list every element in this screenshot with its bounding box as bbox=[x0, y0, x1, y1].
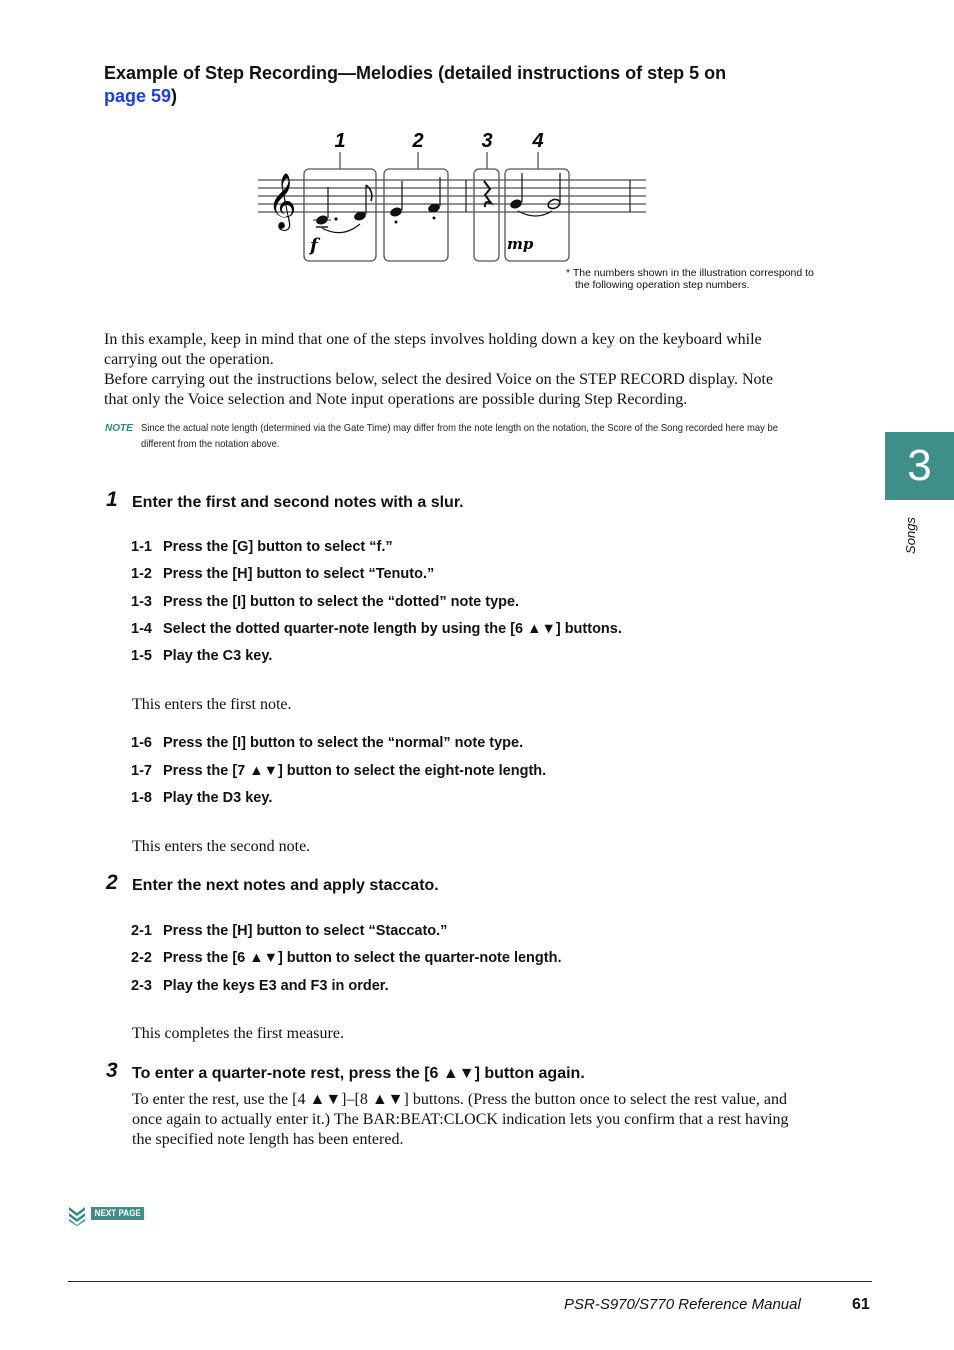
intro-p1-l2: carrying out the operation. bbox=[104, 351, 274, 368]
note-g3 bbox=[509, 198, 523, 210]
substep-num: 1-5 bbox=[131, 648, 152, 664]
next-page-marker[interactable] bbox=[68, 1206, 152, 1226]
section-heading bbox=[104, 62, 804, 108]
substep-1-4 bbox=[131, 621, 622, 637]
quarter-rest-icon bbox=[484, 181, 491, 207]
substep-1-3 bbox=[131, 594, 519, 610]
chapter-tab[interactable]: 3 bbox=[885, 432, 954, 500]
step-3-body-l3: the specified note length has been entered. bbox=[132, 1131, 404, 1148]
step-number-2: 2 bbox=[106, 871, 118, 894]
substep-num: 1-7 bbox=[131, 763, 152, 779]
step-3-body-l1: To enter the rest, use the [4 ▲▼]–[8 ▲▼] buttons. (Press the button once to select the rest value, and bbox=[132, 1091, 787, 1108]
step-3-body-l2: once again to actually enter it.) The BAR:BEAT:CLOCK indication lets you confirm that a rest having bbox=[132, 1111, 789, 1128]
substep-num: 1-8 bbox=[131, 790, 152, 806]
substep-1-6 bbox=[131, 735, 523, 751]
figure-label-4: 4 bbox=[532, 130, 544, 152]
intro-p2-l2: that only the Voice selection and Note input operations are possible during Step Recording. bbox=[104, 391, 688, 408]
substep-text: Press the [7 ▲▼] button to select the eight-note length. bbox=[163, 763, 547, 779]
notation-svg bbox=[250, 125, 670, 270]
note-text bbox=[141, 420, 825, 452]
footnote-line2: the following operation step numbers. bbox=[575, 279, 750, 291]
step-title-2: Enter the next notes and apply staccato. bbox=[132, 877, 439, 894]
substep-text: Press the [G] button to select “f.” bbox=[163, 539, 393, 555]
substep-text: Play the D3 key. bbox=[163, 790, 273, 806]
heading-close: ) bbox=[171, 86, 178, 106]
substep-1-7 bbox=[131, 763, 546, 779]
substep-1-1 bbox=[131, 539, 393, 555]
dynamic-mp: mp bbox=[507, 235, 534, 253]
note-line2: different from the notation above. bbox=[141, 438, 280, 450]
result-first-note: This enters the first note. bbox=[132, 696, 292, 713]
substep-num: 1-3 bbox=[131, 594, 152, 610]
figure-footnote bbox=[566, 267, 814, 291]
substep-2-1 bbox=[131, 923, 447, 939]
substep-num: 1-1 bbox=[131, 539, 152, 555]
page-number: 61 bbox=[852, 1296, 870, 1313]
substep-1-2 bbox=[131, 566, 434, 582]
substep-text: Press the [H] button to select “Staccato.” bbox=[163, 923, 448, 939]
intro-p2-l1: Before carrying out the instructions below, select the desired Voice on the STEP RECORD display. Note bbox=[104, 371, 774, 388]
substep-num: 2-1 bbox=[131, 923, 152, 939]
substep-num: 1-4 bbox=[131, 621, 152, 637]
substep-text: Play the keys E3 and F3 in order. bbox=[163, 978, 389, 994]
substep-1-5 bbox=[131, 648, 272, 664]
figure-label-3: 3 bbox=[481, 130, 493, 152]
next-page-label: NEXT PAGE bbox=[91, 1207, 144, 1220]
intro-p1-l1: In this example, keep in mind that one of the steps involves holding down a key on the keyboard while bbox=[104, 331, 762, 348]
note-e3 bbox=[389, 206, 403, 218]
substep-1-8 bbox=[131, 790, 272, 806]
note-c3 bbox=[315, 214, 329, 226]
substep-2-2 bbox=[131, 950, 562, 966]
staff bbox=[258, 180, 646, 212]
substep-text: Select the dotted quarter-note length by using the [6 ▲▼] buttons. bbox=[163, 621, 622, 637]
substep-num: 2-2 bbox=[131, 950, 152, 966]
step-number-1: 1 bbox=[106, 488, 118, 511]
note-label: NOTE bbox=[105, 423, 133, 434]
chapter-label bbox=[898, 512, 928, 562]
step-number-3: 3 bbox=[106, 1059, 118, 1082]
substep-text: Press the [6 ▲▼] button to select the quarter-note length. bbox=[163, 950, 562, 966]
step-title-3: To enter a quarter-note rest, press the [6 ▲▼] button again. bbox=[132, 1065, 585, 1082]
double-chevron-down-icon bbox=[68, 1206, 86, 1226]
chapter-label-text: Songs bbox=[902, 517, 918, 554]
note-line1: Since the actual note length (determined via the Gate Time) may differ from the note length on the notation, the Score of the Song recorded here may be bbox=[141, 422, 779, 434]
substep-text: Press the [I] button to select the “normal” note type. bbox=[163, 735, 524, 751]
heading-text: Example of Step Recording—Melodies (detailed instructions of step 5 on bbox=[104, 63, 727, 83]
figure-label-2: 2 bbox=[412, 130, 424, 152]
treble-clef-icon: 𝄞 bbox=[268, 173, 297, 229]
step-title-1: Enter the first and second notes with a slur. bbox=[132, 494, 464, 511]
result-first-measure: This completes the first measure. bbox=[132, 1025, 344, 1042]
notation-figure bbox=[250, 125, 670, 270]
substep-num: 2-3 bbox=[131, 978, 152, 994]
footnote-line1: * The numbers shown in the illustration correspond to bbox=[566, 267, 814, 279]
substep-text: Play the C3 key. bbox=[163, 648, 273, 664]
substep-text: Press the [I] button to select the “dotted” note type. bbox=[163, 594, 520, 610]
substep-num: 1-2 bbox=[131, 566, 152, 582]
substep-num: 1-6 bbox=[131, 735, 152, 751]
result-second-note: This enters the second note. bbox=[132, 838, 311, 855]
footer-manual-title: PSR-S970/S770 Reference Manual bbox=[564, 1296, 801, 1313]
substep-text: Press the [H] button to select “Tenuto.” bbox=[163, 566, 435, 582]
intro-text bbox=[104, 330, 824, 410]
step-3-body bbox=[132, 1090, 852, 1150]
footer-rule bbox=[68, 1281, 872, 1282]
dynamic-f: f bbox=[310, 235, 318, 256]
figure-label-1: 1 bbox=[334, 130, 346, 152]
substep-2-3 bbox=[131, 978, 389, 994]
page-link[interactable]: page 59 bbox=[104, 86, 172, 106]
